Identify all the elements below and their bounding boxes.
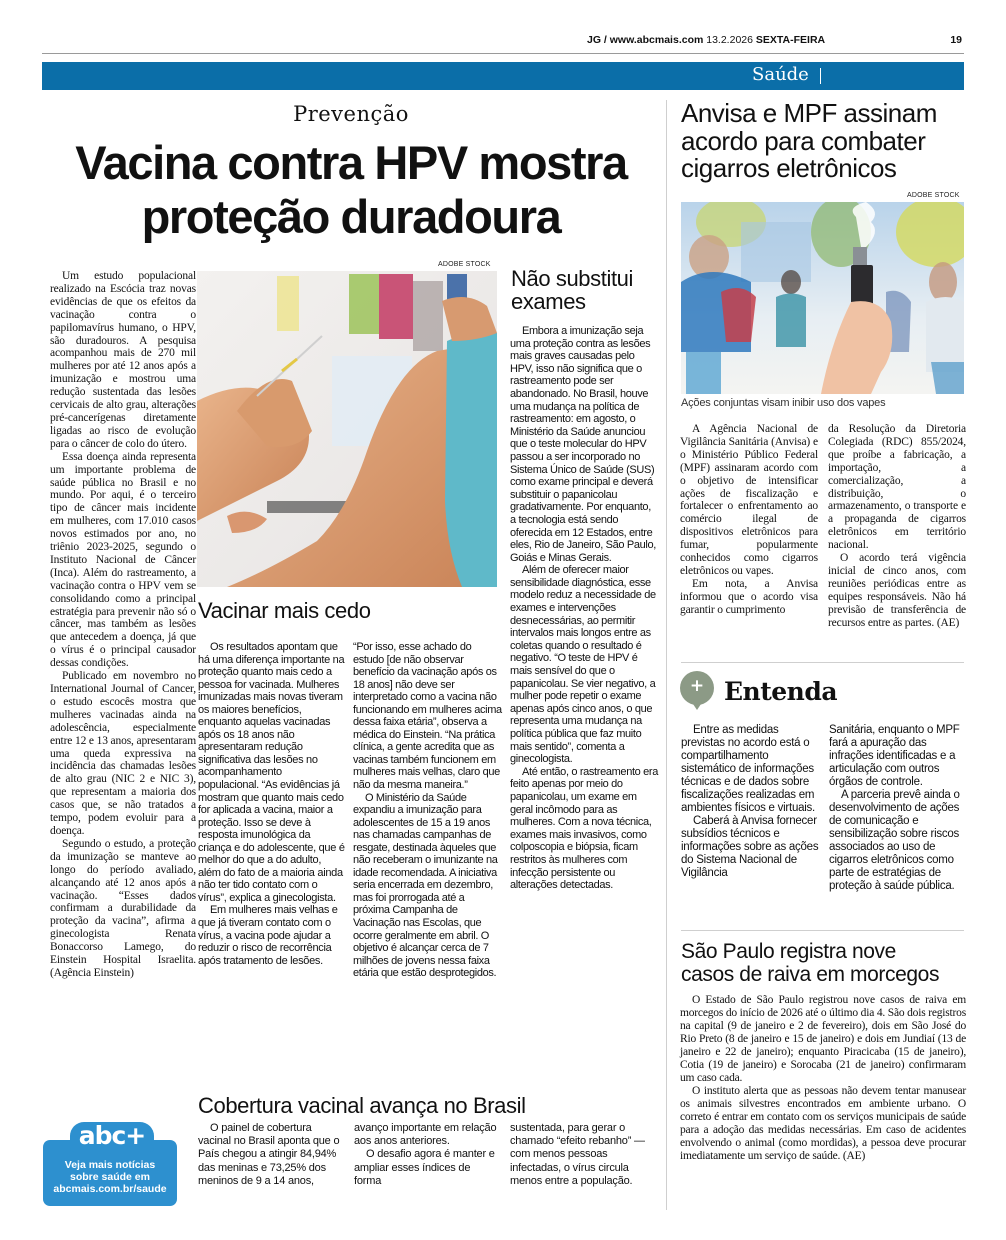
- paragraph: O instituto alerta que as pessoas não devem tentar manusear os animais silvestres encontrados em ambiente urbano. O correto é entrar em contato com os serviços municipais de saúde para a adoção das medidas necessárias. Em caso de acidentes envolvendo o animal (como mordidas), a pessoa deve procurar imediatamente um serviço de saúde. (AE): [680, 1085, 966, 1162]
- vape-illustration: [681, 202, 964, 394]
- vacinar-column-2: [353, 641, 503, 1086]
- paragraph: Além de oferecer maior sensibilidade diagnóstica, esse modelo reduz a necessidade de exames e intervenções desnecessárias, ao permitir intervalos mais longos entre as coletas quando o resultado é negativo. “O teste de HPV é mais sensível do que o papanicolau. Se vier negativo, a mulher pode repetir o exame apenas após cinco anos, o que representa uma mudança na política pública que faz muito mais sentido”, comenta a ginecologista.: [510, 564, 656, 766]
- paragraph: A parceria prevê ainda o desenvolvimento de ações de comunicação e sensibilização sobre riscos associados ao uso de cigarros eletrônicos como parte de estratégias de proteção à saúde pública.: [829, 789, 960, 892]
- issue-weekday: SEXTA-FEIRA: [755, 34, 826, 46]
- paragraph: O acordo terá vigência inicial de cinco anos, com reuniões periódicas entre as equipes responsáveis. Não há previsão de transferência de recursos entre as partes. (AE): [828, 552, 966, 629]
- paragraph: A Agência Nacional de Vigilância Sanitária (Anvisa) e o Ministério Público Federal (MPF) assinaram acordo com o objetivo de intensificar ações de fiscalização e fortalecer o enfrentamento ao comércio ilegal de dispositivos eletrônicos para fumar, popularmente conhecidos como cigarros eletrônicos ou vapes.: [680, 423, 818, 577]
- article-kicker: Prevenção: [293, 102, 409, 126]
- abc-logo: abc+: [70, 1122, 154, 1152]
- paragraph: O painel de cobertura vacinal no Brasil aponta que o País chegou a atingir 84,94% das meninas e 73,25% dos meninos de 9 a 14 anos,: [198, 1122, 340, 1187]
- intro-column: [50, 270, 196, 1116]
- paragraph: sustentada, para gerar o chamado “efeito rebanho” — com menos pessoas infectadas, o vírus circula menos entre a população.: [510, 1122, 645, 1187]
- vaccination-illustration: [197, 271, 497, 587]
- photo-caption: Ações conjuntas visam inibir uso dos vapes: [681, 397, 886, 409]
- paragraph: Publicado em novembro no International Journal of Cancer, o estudo escocês mostra que mulheres vacinadas ainda na adolescência, especialmente entre 12 e 13 anos, apresentaram uma queda expressiva na incidência das chamadas lesões de alto grau (NIC 2 e NIC 3), que representam a maioria dos casos que, se não tratados a tempo, podem evoluir para a doença.: [50, 670, 196, 837]
- anvisa-column-1: [680, 423, 818, 655]
- paragraph: Em mulheres mais velhas e que já tiveram contato com o vírus, a vacina pode ajudar a reduzir o risco de recorrência após tratamento de lesões.: [198, 904, 338, 967]
- headline-line: proteção duradoura: [141, 190, 561, 243]
- paragraph: Segundo o estudo, a proteção da imunização se manteve ao longo do período avaliado, alcançando até 12 anos após a vacinação. “Esses dados confirmam a durabilidade da proteção da vacina”, afirma a ginecologista Renata Bonaccorso Lamego, do Einstein Hospital Israelita. (Agência Einstein): [50, 837, 196, 979]
- page-folio: [42, 32, 964, 54]
- section-label: Saúde: [752, 64, 809, 85]
- paragraph: Sanitária, enquanto o MPF fará a apuração das infrações identificadas e a articulação com outros órgãos de controle.: [829, 724, 960, 788]
- headline-line: Anvisa e MPF assinam: [681, 98, 937, 128]
- promo-link[interactable]: abcmais.com.br/saude: [53, 1183, 167, 1195]
- folio-text: [587, 34, 825, 46]
- headline-line: cigarros eletrônicos: [681, 153, 897, 183]
- vape-photo: [681, 202, 964, 394]
- paragraph: Até então, o rastreamento era feito apenas por meio do papanicolau, um exame em geral incômodo para as mulheres. Com a nova técnica, exames mais invasivos, como colposcopia e biópsia, ficam restritos às mulheres com infecção persistente ou alterações detectadas.: [510, 765, 658, 892]
- paragraph: Caberá à Anvisa fornecer subsídios técnicos e informações sobre as ações do Sistema Nacional de Vigilância: [681, 815, 819, 879]
- headline-line: casos de raiva em morcegos: [681, 963, 940, 986]
- paragraph: Essa doença ainda representa um importante problema de saúde pública no Brasil e no mundo. Por aqui, é o terceiro tipo de câncer mais incidente em mulheres, com 17.010 casos novos estimados por ano, no triênio 2023-2025, segundo o Instituto Nacional de Câncer (Inca). Além do rastreamento, a vacinação contra o HPV vem se consolidando como a principal estratégia para prevenir não só o câncer, mas também as lesões que antecedem a doença, já que o vírus é o principal causador dessas condições.: [50, 450, 196, 670]
- promo-line: sobre saúde em: [70, 1171, 150, 1183]
- headline-line: acordo para combater: [681, 125, 926, 156]
- entenda-column-2: [829, 724, 971, 924]
- paragraph: “Por isso, esse achado do estudo [de não observar benefício da vacinação após os 18 anos] não deve ser interpretado como a vacina não funcionando em mulheres acima dessa faixa etária”, observa a médica do Einstein. “Na prática clínica, a gente acredita que as vacinas também funcionem em mulheres mais velhas, claro que não da mesma maneira.”: [353, 641, 502, 792]
- column-divider: [666, 100, 667, 1210]
- paragraph: Embora a imunização seja uma proteção contra as lesões mais graves causadas pelo HPV, isso não significa que o rastreamento pode ser abandonado. No Brasil, houve uma mudança na política de rastreamento: em agosto, o Ministério da Saúde anunciou que o teste molecular do HPV passou a ser incorporado no Sistema Único de Saúde (SUS) como exame principal e deverá substituir o papanicolau gradativamente. Por enquanto, a tecnologia está sendo oferecida em 12 Estados, entre eles, Rio de Janeiro, São Paulo, Goiás e Minas Gerais.: [510, 325, 656, 564]
- entenda-title: Entenda: [724, 677, 838, 706]
- subhead-vacinar: Vacinar mais cedo: [198, 598, 371, 623]
- issue-date: 13.2.2026: [706, 34, 753, 46]
- page-number: 19: [950, 34, 962, 46]
- paragraph: avanço importante em relação aos anos anteriores.: [354, 1122, 497, 1148]
- publication-name: JG / www.abcmais.com: [587, 34, 704, 46]
- section-divider-line: [681, 930, 964, 931]
- cobertura-column-2: [354, 1122, 500, 1208]
- subhead-exames: Não substitui exames: [511, 266, 633, 314]
- promo-line: Veja mais notícias: [64, 1159, 156, 1171]
- exames-column: [510, 325, 658, 1085]
- cobertura-column-3: [510, 1122, 658, 1208]
- paragraph: O Estado de São Paulo registrou nove casos de raiva em morcegos do início de 2026 até o último dia 4. São dois registros na capital (9 de janeiro e 2 de fevereiro), dois em São José do Rio Preto (8 de janeiro e 15 de janeiro) e dois em Jundiaí (13 de janeiro e 22 de janeiro); enquanto Piracicaba (15 de janeiro), Cotia (19 de janeiro) e Sorocaba (21 de janeiro) confirmaram um caso cada.: [680, 994, 966, 1084]
- plus-pin-icon: +: [680, 671, 714, 705]
- section-bar: [42, 62, 964, 90]
- headline-line: São Paulo registra nove: [681, 940, 896, 963]
- anvisa-headline: [681, 100, 971, 183]
- paragraph: Os resultados apontam que há uma diferença importante na proteção quanto mais cedo a pessoa for vacinada. Mulheres imunizadas mais novas tiveram os maiores benefícios, enquanto aquelas vacinadas após os 18 anos não apresentaram redução significativa das lesões no acompanhamento populacional. “As evidências já mostram que quanto mais cedo for aplicada a vacina, maior a proteção. Isso se deve à resposta imunológica da criança e do adolescente, que é melhor do que a do adulto, além do fato de a maioria ainda não ter tido contato com o vírus”, explica a ginecologista.: [198, 641, 345, 904]
- paragraph: da Resolução da Diretoria Colegiada (RDC) 855/2024, que proíbe a fabricação, a importação, a comercialização, a distribuição, o armazenamento, o transporte e a propaganda de cigarros eletrônicos em território nacional.: [828, 423, 966, 552]
- headline-line: Vacina contra HPV mostra: [75, 136, 627, 189]
- entenda-column-1: [681, 724, 823, 924]
- main-headline: [42, 136, 660, 244]
- anvisa-column-2: [828, 423, 966, 655]
- paragraph: Um estudo populacional realizado na Escócia traz novas evidências de que os efeitos da vacinação contra o papilomavírus humano, o HPV, são duradouros. A pesquisa acompanhou mais de 270 mil mulheres por até 12 anos após a imunização e mostrou uma redução sustentada das lesões cervicais de alto grau, alterações pré-cancerígenas diretamente ligadas ao risco de evolução para o câncer de colo do útero.: [50, 270, 196, 450]
- raiva-body: [680, 994, 966, 1209]
- subhead-cobertura: Cobertura vacinal avança no Brasil: [198, 1093, 526, 1118]
- cobertura-column-1: [198, 1122, 344, 1208]
- section-divider: [820, 68, 821, 84]
- paragraph: O desafio agora é manter e ampliar esses índices de forma: [354, 1148, 495, 1187]
- vaccination-photo: [197, 271, 497, 587]
- photo-credit: ADOBE STOCK: [438, 261, 491, 268]
- photo-credit: ADOBE STOCK: [907, 192, 960, 199]
- paragraph: Em nota, a Anvisa informou que o acordo visa garantir o cumprimento: [680, 577, 818, 616]
- section-divider-line: [681, 662, 964, 663]
- paragraph: Entre as medidas previstas no acordo está o compartilhamento sistemático de informações técnicas e de dados sobre fiscalizações realizadas em ambientes físicos e virtuais.: [681, 724, 816, 814]
- raiva-headline: [681, 940, 971, 986]
- paragraph: O Ministério da Saúde expandiu a imunização para adolescentes de 15 a 19 anos nas chamadas campanhas de resgate, destinada àqueles que não receberam o imunizante na idade recomendada. A iniciativa seria encerrada em dezembro, mas foi prorrogada até a próxima Campanha de Vacinação nas Escolas, que ocorre geralmente em abril. O objetivo é alcançar cerca de 7 milhões de jovens nessa faixa etária que estão desprotegidos.: [353, 791, 498, 980]
- vacinar-column-1: [198, 641, 345, 1086]
